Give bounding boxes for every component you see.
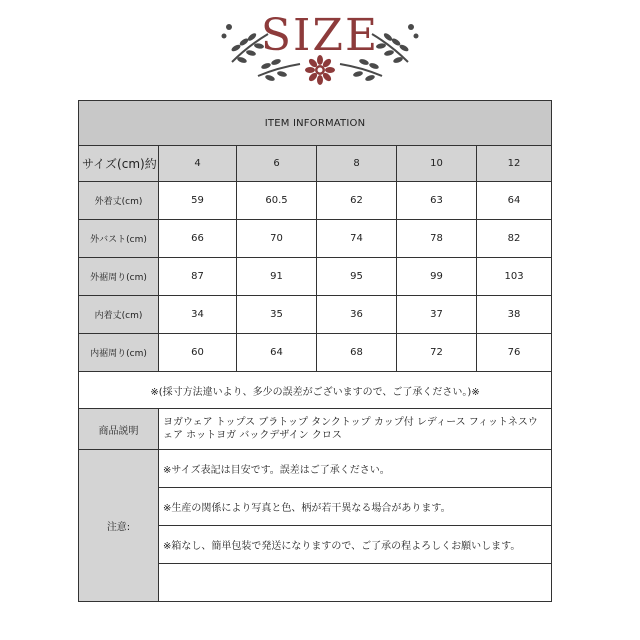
measure-note-row [79,372,552,409]
table-row [79,220,552,258]
item-information-title: ITEM INFORMATION [79,101,552,146]
description-label: 商品説明 [79,409,159,450]
description-text: ヨガウェア トップス ブラトップ タンクトップ カップ付 レディース フィットネスウェア ホットヨガ バックデザイン クロス [159,409,552,450]
measure-note: ※(採寸方法違いより、多少の誤差がございますので、ご了承ください。)※ [79,372,552,409]
size-header: 10 [397,146,477,182]
cell-value: 60.5 [237,182,317,220]
item-information-row [79,101,552,146]
cell-value: 36 [317,296,397,334]
cell-value: 35 [237,296,317,334]
cell-value: 62 [317,182,397,220]
row-label: 内裾周り(cm) [79,334,159,372]
caution-label: 注意: [79,450,159,602]
cell-value: 103 [477,258,552,296]
page-title: SIZE [260,10,380,61]
cell-value: 70 [237,220,317,258]
cell-value: 76 [477,334,552,372]
caution-text: ※サイズ表記は目安です。誤差はご了承ください。 [159,450,552,488]
cell-value: 37 [397,296,477,334]
cell-value: 95 [317,258,397,296]
cell-value: 74 [317,220,397,258]
cell-value: 59 [159,182,237,220]
size-header-row [79,146,552,182]
size-header: 6 [237,146,317,182]
size-header: 4 [159,146,237,182]
row-label: 外裾周り(cm) [79,258,159,296]
cell-value: 64 [237,334,317,372]
cell-value: 38 [477,296,552,334]
caution-text: ※箱なし、簡単包装で発送になりますので、ご了承の程よろしくお願いします。 [159,526,552,564]
caution-text: ※生産の関係により写真と色、柄が若干異なる場合があります。 [159,488,552,526]
cell-value: 72 [397,334,477,372]
cell-value: 78 [397,220,477,258]
cell-value: 82 [477,220,552,258]
cell-value: 99 [397,258,477,296]
size-label: サイズ(cm)約 [79,146,159,182]
size-table [78,100,552,602]
size-header: 12 [477,146,552,182]
description-row [79,409,552,450]
row-label: 内着丈(cm) [79,296,159,334]
table-row [79,334,552,372]
empty-cell [159,564,552,602]
caution-row [79,450,552,488]
cell-value: 64 [477,182,552,220]
cell-value: 63 [397,182,477,220]
table-row [79,258,552,296]
size-header: 8 [317,146,397,182]
cell-value: 91 [237,258,317,296]
cell-value: 60 [159,334,237,372]
row-label: 外バスト(cm) [79,220,159,258]
header [0,0,640,100]
row-label: 外着丈(cm) [79,182,159,220]
cell-value: 68 [317,334,397,372]
cell-value: 87 [159,258,237,296]
cell-value: 66 [159,220,237,258]
table-row [79,296,552,334]
cell-value: 34 [159,296,237,334]
table-row [79,182,552,220]
